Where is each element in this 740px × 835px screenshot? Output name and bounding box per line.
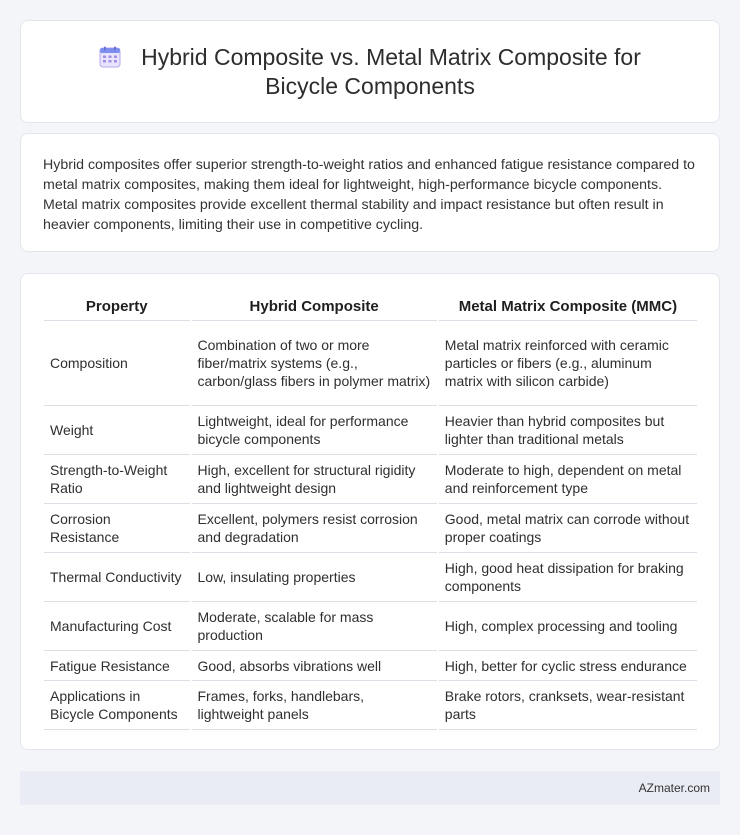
mmc-cell: High, complex processing and tooling — [439, 602, 697, 651]
hybrid-cell: Moderate, scalable for mass production — [192, 602, 437, 651]
property-cell: Fatigue Resistance — [44, 651, 190, 681]
title-line-1: Hybrid Composite vs. Metal Matrix Composite for — [141, 44, 641, 70]
table-row — [44, 553, 697, 602]
title-card — [20, 20, 720, 123]
title-block — [21, 43, 719, 101]
property-cell: Manufacturing Cost — [44, 602, 190, 651]
comparison-card — [20, 273, 720, 750]
property-cell: Strength-to-Weight Ratio — [44, 455, 190, 504]
intro-card — [20, 133, 720, 252]
property-cell: Weight — [44, 406, 190, 455]
table-row — [44, 504, 697, 553]
table-row — [44, 602, 697, 651]
mmc-cell: Heavier than hybrid composites but lighter than traditional metals — [439, 406, 697, 455]
hybrid-cell: High, excellent for structural rigidity and lightweight design — [192, 455, 437, 504]
mmc-cell: Good, metal matrix can corrode without proper coatings — [439, 504, 697, 553]
property-cell: Composition — [44, 321, 190, 406]
hybrid-cell: Frames, forks, handlebars, lightweight panels — [192, 681, 437, 730]
header-metal-matrix-composite: Metal Matrix Composite (MMC) — [439, 293, 697, 321]
table-row — [44, 406, 697, 455]
mmc-cell: Metal matrix reinforced with ceramic particles or fibers (e.g., aluminum matrix with silicon carbide) — [439, 321, 697, 406]
mmc-cell: High, better for cyclic stress endurance — [439, 651, 697, 681]
calendar-icon — [99, 46, 121, 68]
table-row — [44, 681, 697, 730]
property-cell: Applications in Bicycle Components — [44, 681, 190, 730]
table-row — [44, 321, 697, 406]
footer-site-link[interactable]: AZmater.com — [638, 781, 710, 795]
header-hybrid-composite: Hybrid Composite — [192, 293, 437, 321]
header-property: Property — [44, 293, 190, 321]
table-row — [44, 455, 697, 504]
intro-paragraph: Hybrid composites offer superior strength-to-weight ratios and enhanced fatigue resistance compared to metal matrix composites, making them ideal for lightweight, high-performance bicycle components. Metal matrix composites provide excellent thermal stability and impact resistance but often result in heavier components, limiting their use in competitive cycling. — [43, 157, 695, 233]
table-header-row — [44, 293, 697, 321]
hybrid-cell: Good, absorbs vibrations well — [192, 651, 437, 681]
footer-bar — [20, 771, 720, 805]
hybrid-cell: Combination of two or more fiber/matrix systems (e.g., carbon/glass fibers in polymer matrix) — [192, 321, 437, 406]
hybrid-cell: Excellent, polymers resist corrosion and degradation — [192, 504, 437, 553]
table-row — [44, 651, 697, 681]
mmc-cell: High, good heat dissipation for braking components — [439, 553, 697, 602]
mmc-cell: Moderate to high, dependent on metal and reinforcement type — [439, 455, 697, 504]
hybrid-cell: Lightweight, ideal for performance bicycle components — [192, 406, 437, 455]
title-line-2: Bicycle Components — [265, 73, 475, 99]
page-title — [21, 43, 719, 101]
comparison-table — [42, 293, 699, 730]
hybrid-cell: Low, insulating properties — [192, 553, 437, 602]
property-cell: Corrosion Resistance — [44, 504, 190, 553]
mmc-cell: Brake rotors, cranksets, wear-resistant parts — [439, 681, 697, 730]
property-cell: Thermal Conductivity — [44, 553, 190, 602]
